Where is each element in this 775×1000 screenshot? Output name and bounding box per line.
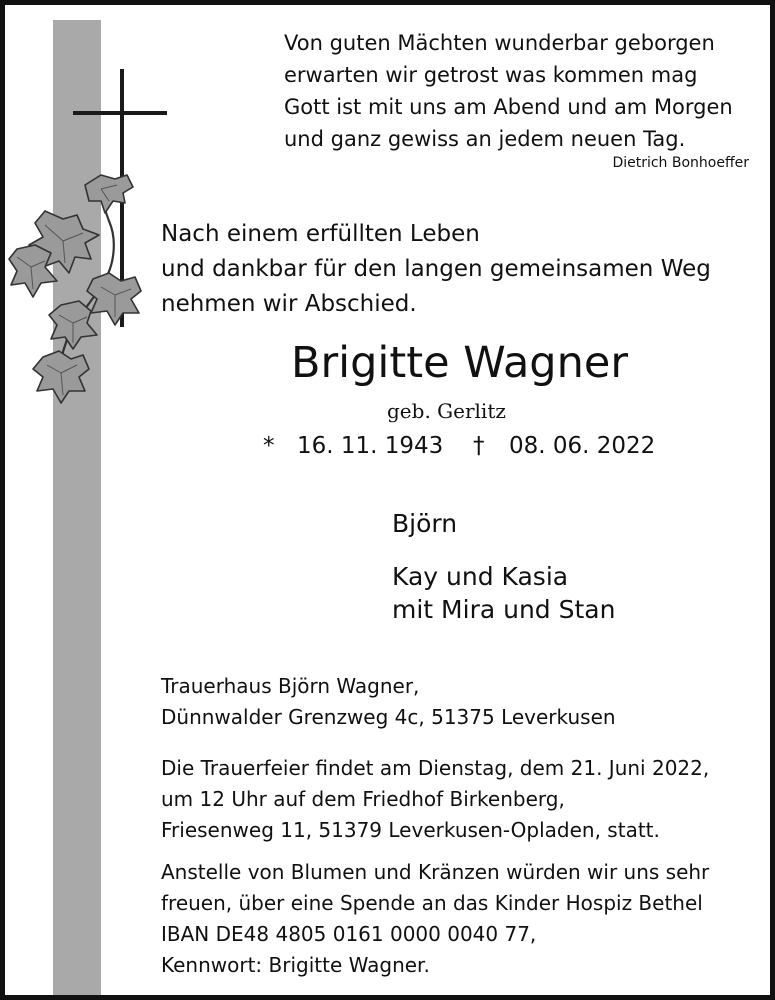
poem-line: erwarten wir getrost was kommen mag xyxy=(284,63,698,87)
ceremony-line: Die Trauerfeier findet am Dienstag, dem 21. Juni 2022, xyxy=(161,756,710,780)
death-symbol: † xyxy=(473,433,485,459)
poem xyxy=(284,27,733,155)
address-line: Dünnwalder Grenzweg 4c, 51375 Leverkusen xyxy=(161,705,616,729)
donation-line: Kennwort: Brigitte Wagner. xyxy=(161,953,430,977)
poem-line: Von guten Mächten wunderbar geborgen xyxy=(284,31,715,55)
intro-line: Nach einem erfüllten Leben xyxy=(161,221,480,247)
farewell-intro xyxy=(161,217,711,322)
donation-line: Anstelle von Blumen und Kränzen würden wir uns sehr xyxy=(161,860,710,884)
mourner-family xyxy=(392,560,615,626)
birth-symbol: * xyxy=(263,433,275,459)
deceased-name: Brigitte Wagner xyxy=(290,338,628,388)
donation-notice xyxy=(161,857,709,981)
mourner-line: Kay und Kasia xyxy=(392,562,569,591)
intro-line: und dankbar für den langen gemeinsamen Weg xyxy=(161,256,711,282)
ceremony-line: Friesenweg 11, 51379 Leverkusen-Opladen, statt. xyxy=(161,818,660,842)
death-date: 08. 06. 2022 xyxy=(509,433,656,459)
poem-line: und ganz gewiss an jedem neuen Tag. xyxy=(284,127,686,151)
mourner-line: mit Mira und Stan xyxy=(392,595,616,624)
life-dates xyxy=(263,433,655,459)
birth-date: 16. 11. 1943 xyxy=(297,433,444,459)
donation-line: freuen, über eine Spende an das Kinder Hospiz Bethel xyxy=(161,891,703,915)
donation-line: IBAN DE48 4805 0161 0000 0040 77, xyxy=(161,922,537,946)
ceremony-line: um 12 Uhr auf dem Friedhof Birkenberg, xyxy=(161,787,565,811)
mourner-name: Björn xyxy=(392,509,458,538)
address-line: Trauerhaus Björn Wagner, xyxy=(161,674,420,698)
birth-name: geb. Gerlitz xyxy=(387,399,506,423)
intro-line: nehmen wir Abschied. xyxy=(161,291,417,317)
mourning-address xyxy=(161,671,616,733)
poem-author: Dietrich Bonhoeffer xyxy=(612,155,749,171)
funeral-notice xyxy=(161,753,709,846)
poem-line: Gott ist mit uns am Abend und am Morgen xyxy=(284,95,733,119)
